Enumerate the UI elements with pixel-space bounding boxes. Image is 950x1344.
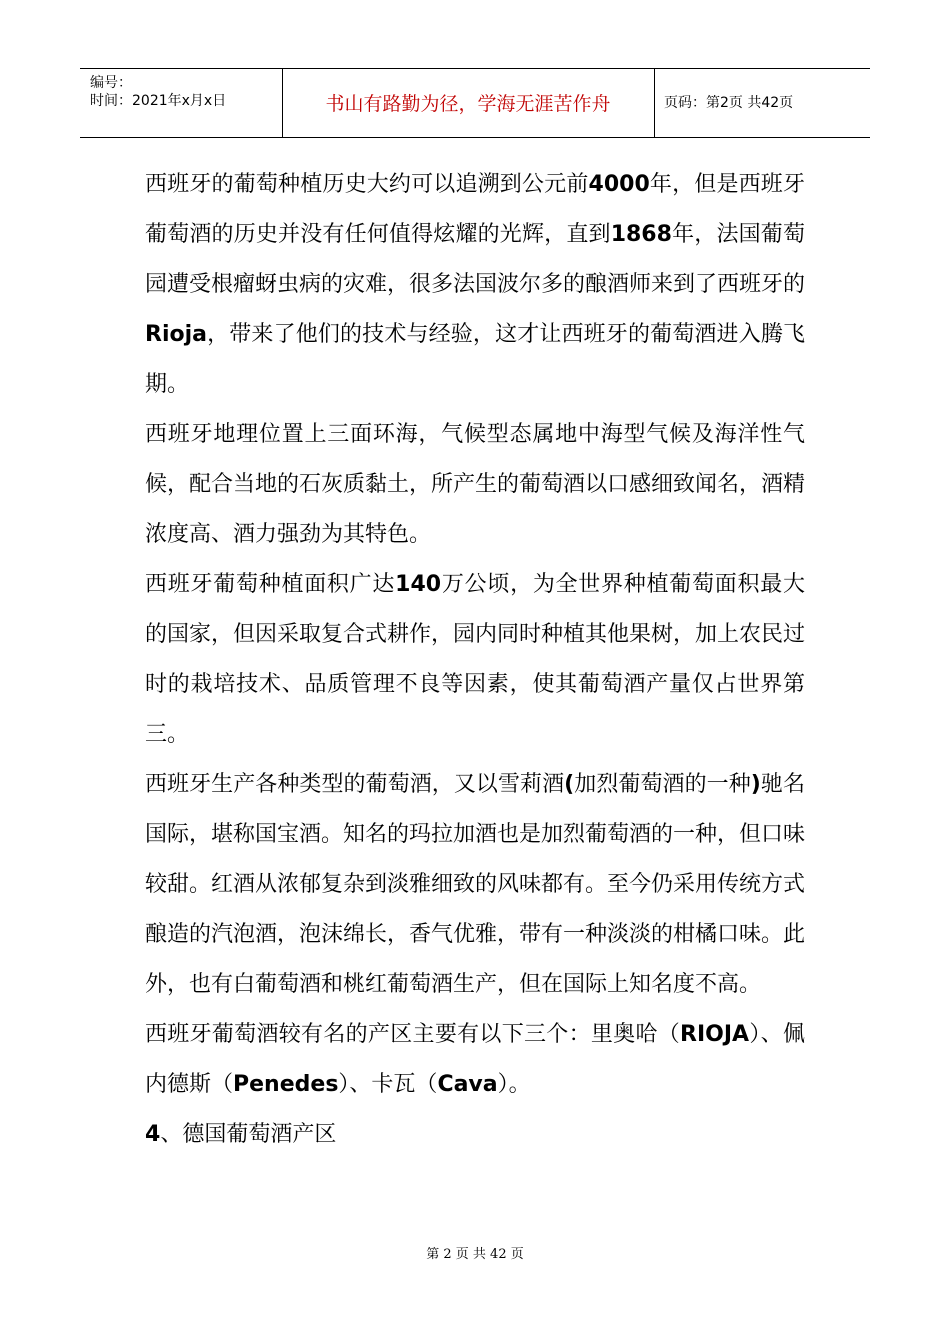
bold-term: Penedes	[233, 1072, 339, 1097]
section-number: 4	[145, 1122, 161, 1147]
bold-term: RIOJA	[680, 1022, 750, 1047]
paragraph-text: ）、卡瓦（	[338, 1072, 438, 1097]
paragraph-text: ，带来了他们的技术与经验，这才让西班牙的葡萄酒进入腾飞期。	[145, 322, 805, 397]
paragraph-text: 西班牙生产各种类型的葡萄酒，又以雪莉酒	[145, 772, 565, 797]
document-number-label: 编号：	[90, 75, 132, 91]
paragraph-text: 年，法国葡萄园遭受根瘤蚜虫病的灾难，很多法国波尔多的酿酒师来到了西班牙的	[145, 222, 806, 297]
paragraph-text: 加烈葡萄酒的一种	[574, 772, 751, 797]
paragraph-text: 西班牙的葡萄种植历史大约可以追溯到公元前	[145, 172, 589, 197]
bold-term: Rioja	[145, 322, 207, 347]
paragraph-text: 西班牙地理位置上三面环海，气候型态属地中海型气候及海洋性气候，配合当地的石灰质黏土，所产生的葡萄酒以口感细致闻名，酒精浓度高、酒力强劲为其特色。	[145, 422, 806, 547]
paragraph-history	[145, 160, 805, 410]
header-page-cell	[655, 69, 870, 137]
bold-paren: )	[750, 772, 761, 797]
paragraph-regions	[145, 1010, 805, 1110]
header-motto: 书山有路勤为径，学海无涯苦作舟	[325, 93, 611, 115]
header-page-info: 页码：第2页 共42页	[664, 95, 794, 111]
bold-paren: (	[564, 772, 575, 797]
paragraph-text: 年，但是西班牙葡萄酒的历史并没有任何值得炫耀的光辉，直到	[145, 172, 805, 247]
bold-term: Cava	[437, 1072, 498, 1097]
document-time-label: 时间：2021年x月x日	[90, 93, 227, 109]
paragraph-text: 驰名国际，堪称国宝酒。知名的玛拉加酒也是加烈葡萄酒的一种，但口味较甜。红酒从浓郁复杂到淡雅细致的风味都有。至今仍采用传统方式酿造的汽泡酒，泡沫绵长，香气优雅，带有一种淡淡的柑橘口味。此外，也有白葡萄酒和桃红葡萄酒生产，但在国际上知名度不高。	[145, 772, 806, 997]
bold-number: 1868	[610, 222, 672, 247]
paragraph-text: 西班牙葡萄酒较有名的产区主要有以下三个：里奥哈（	[145, 1022, 681, 1047]
paragraph-geography	[145, 410, 805, 560]
bold-number: 4000	[588, 172, 650, 197]
paragraph-text: ）。	[497, 1072, 531, 1097]
paragraph-text: ）、佩内德斯（	[145, 1022, 805, 1097]
header-motto-cell	[282, 69, 655, 137]
header-meta-cell	[80, 69, 283, 137]
section-heading	[145, 1110, 805, 1160]
page-footer: 第 2 页 共 42 页	[426, 1247, 524, 1262]
paragraph-text: 万公顷，为全世界种植葡萄面积最大的国家，但因采取复合式耕作，园内同时种植其他果树，加上农民过时的栽培技术、品质管理不良等因素，使其葡萄酒产量仅占世界第三。	[145, 572, 806, 747]
paragraph-area	[145, 560, 805, 760]
bold-number: 140	[395, 572, 442, 597]
document-body	[145, 160, 805, 1160]
page-header	[80, 68, 870, 138]
section-title: 、德国葡萄酒产区	[160, 1122, 337, 1147]
paragraph-wine-types	[145, 760, 805, 1010]
paragraph-text: 西班牙葡萄种植面积广达	[145, 572, 396, 597]
